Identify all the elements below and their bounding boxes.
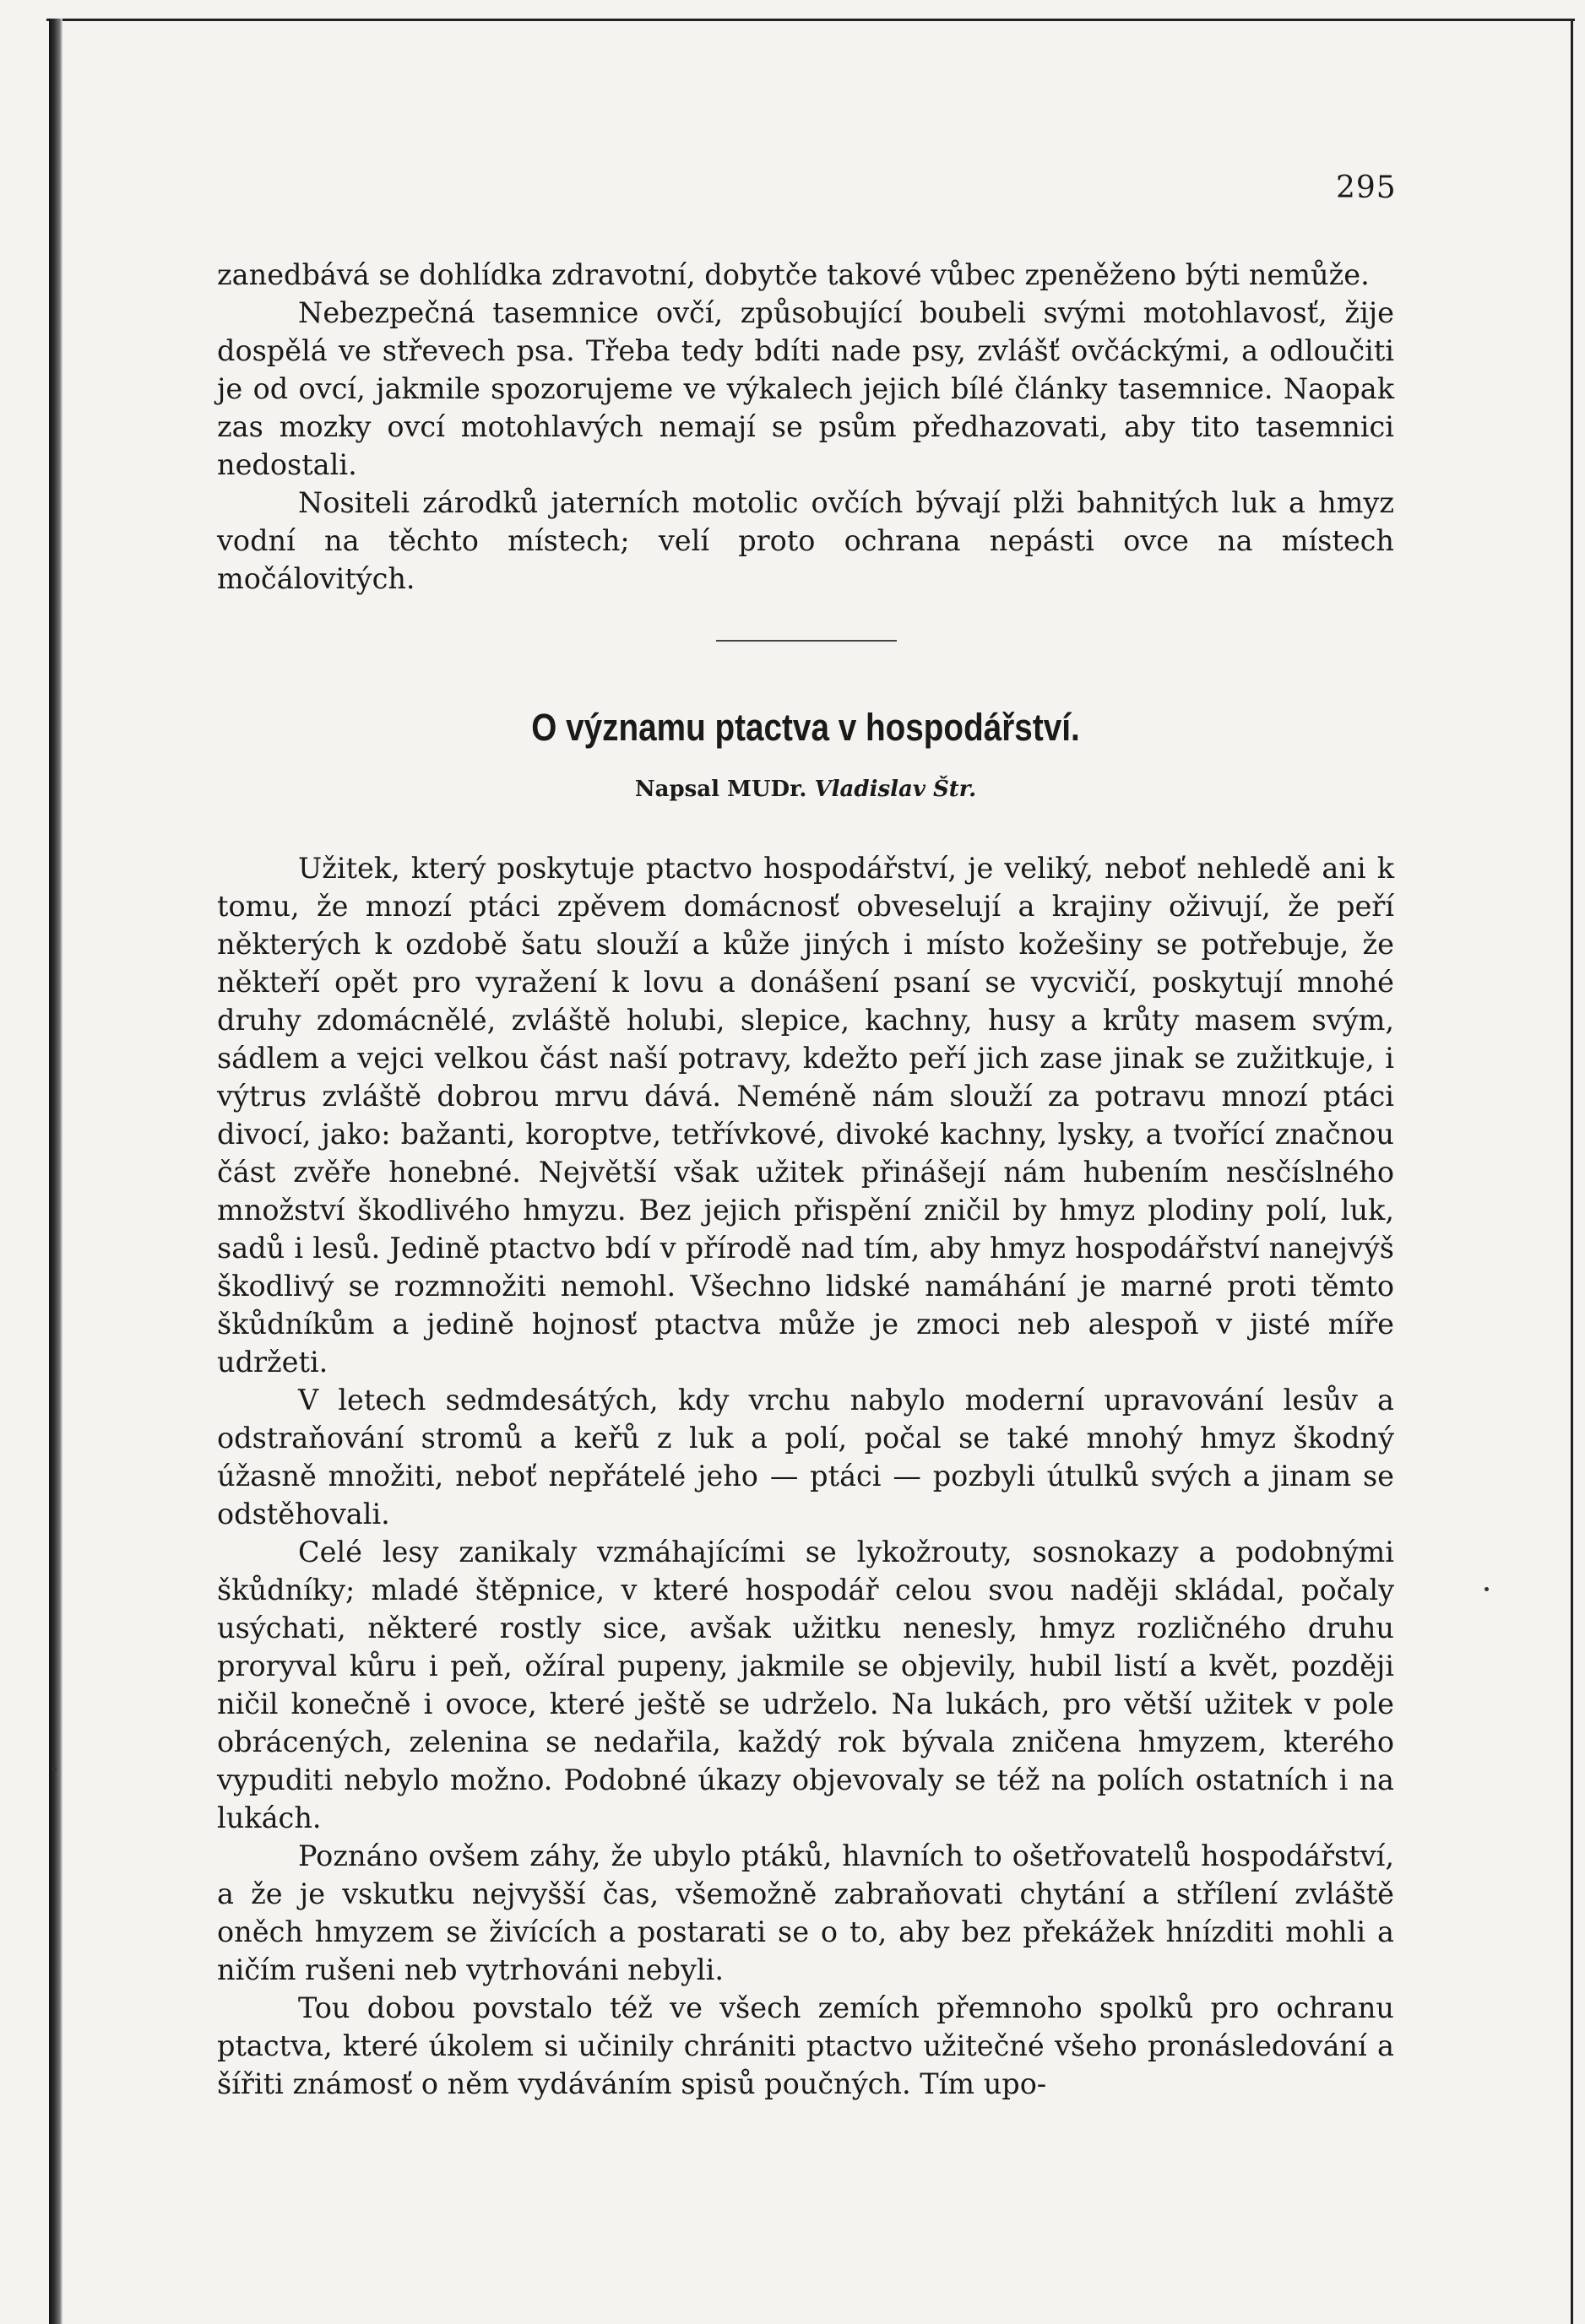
paragraph: Poznáno ovšem záhy, že ubylo ptáků, hlavních to ošetřovatelů hospodářství, a že je vskutku nejvyšší čas, všemožně zabraňovati chytání a střílení zvláště oněch hmyzem se živících a postarati se o to, aby bez překážek hnízditi mohli a ničím rušeni neb vytrhováni nebyli. (217, 1839, 1394, 1986)
paragraph: Užitek, který poskytuje ptactvo hospodářství, je veliký, neboť nehledě ani k tomu, že mnozí ptáci zpěvem domácnosť obveselují a krajiny oživují, že peří některých k ozdobě šatu slouží a kůže jiných i místo kožešiny se potřebuje, že někteří opět pro vyražení k lovu a donášení psaní se vycvičí, poskytují mnohé druhy zdomácnělé, zvláště holubi, slepice, kachny, husy a krůty masem svým, sádlem a vejci velkou část naší potravy, kdežto peří jich zase jinak se zužitkuje, i výtrus zvláště dobrou mrvu dává. Neméně nám slouží za potravu mnozí ptáci divocí, jako: bažanti, koroptve, tetřívkové, divoké kachny, lysky, a tvořící značnou část zvěře honebné. Největší však užitek přinášejí nám hubením nesčíslného množství škodlivého hmyzu. Bez jejich přispění zničil by hmyz plodiny polí, luk, sadů i lesů. Jedině ptactvo bdí v přírodě nad tím, aby hmyz hospodářství nanejvýš škodlivý se rozmnožiti nemohl. Všechno lidské namáhání je marné proti těmto škůdníkům a jedině hojnosť ptactva může je zmoci neb alespoň v jisté míře udržeti. (217, 852, 1394, 1379)
scan-border-top (46, 19, 1575, 21)
author-name: Vladislav Štr. (814, 777, 977, 802)
byline-prefix: Napsal MUDr. (634, 777, 807, 802)
scan-border-left (49, 19, 62, 2324)
scan-speck (52, 1767, 57, 1771)
paragraph: V letech sedmdesátých, kdy vrchu nabylo moderní upravování lesův a odstraňování stromů a keřů z luk a polí, počal se také mnohý hmyz škodný úžasně množiti, neboť nepřátelé jeho — ptáci — pozbyli útulků svých a jinam se odstěhovali. (217, 1384, 1394, 1530)
paragraph: Nositeli zárodků jaterních motolic ovčích bývají plži bahnitých luk a hmyz vodní na těchto místech; velí proto ochrana nepásti ovce na místech močálovitých. (217, 486, 1394, 595)
article-title: O významu ptactva v hospodářství. (531, 706, 1080, 749)
page-number: 295 (1336, 171, 1397, 205)
paragraph: Nebezpečná tasemnice ovčí, způsobující boubeli svými motohlavosť, žije dospělá ve střevech psa. Třeba tedy bdíti nade psy, zvlášť ovčáckými, a odloučiti je od ovcí, jakmile spozorujeme ve výkalech jejich bílé články tasemnice. Naopak zas mozky ovcí motohlavých nemají se psům předhazovati, aby tito tasemnici nedostali. (217, 296, 1394, 481)
paragraph: Tou dobou povstalo též ve všech zemích přemnoho spolků pro ochranu ptactva, které úkolem si učinily chrániti ptactvo užitečné všeho pronásledování a šířiti známosť o něm vydáváním spisů poučných. Tím upo- (217, 1991, 1394, 2100)
section-divider (716, 640, 897, 642)
byline (217, 777, 1394, 802)
scan-border-right (1571, 19, 1573, 2324)
paragraph: Celé lesy zanikaly vzmáhajícími se lykožrouty, sosnokazy a podobnými škůdníky; mladé štěpnice, v které hospodář celou svou naději skládal, počaly usýchati, některé rostly sice, avšak užitku nenesly, hmyz rozličného druhu proryval kůru i peň, ožíral pupeny, jakmile se objevily, hubil listí a květ, později ničil konečně i ovoce, které ještě se udrželo. Na lukách, pro větší užitek v pole obrácených, zelenina se nedařila, každý rok bývala zničena hmyzem, kterého vypuditi nebylo možno. Podobné úkazy objevovaly se též na polích ostatních i na lukách. (217, 1536, 1394, 1834)
top-text (217, 256, 1394, 598)
paragraph: zanedbává se dohlídka zdravotní, dobytče takové vůbec zpeněženo býti nemůže. (217, 258, 1370, 291)
scan-speck (1485, 1587, 1489, 1591)
article-body (217, 849, 1394, 2103)
